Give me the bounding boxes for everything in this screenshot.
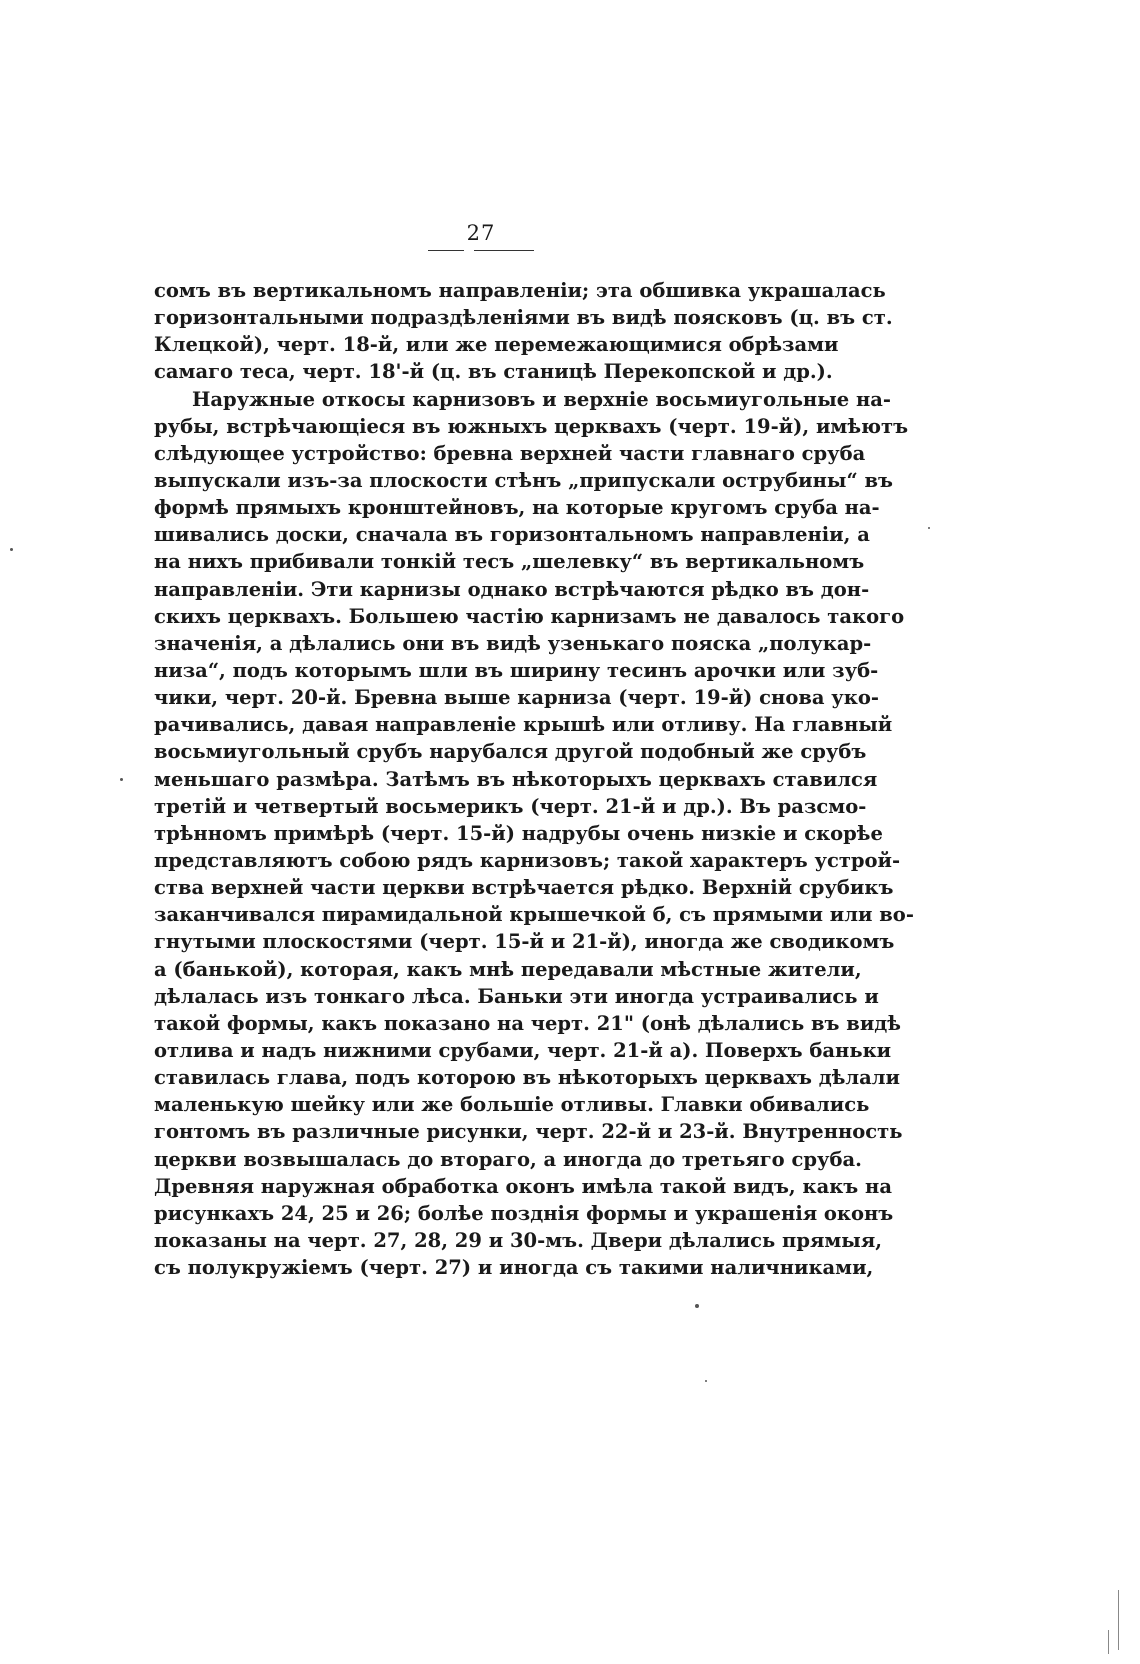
text-line: третій и четвертый восьмерикъ (черт. 21-й и др.). Въ разсмо-: [154, 794, 867, 818]
text-line: меньшаго размѣра. Затѣмъ въ нѣкоторыхъ церквахъ ставился: [154, 767, 878, 791]
text-line: рубы, встрѣчающіеся въ южныхъ церквахъ (черт. 19-й), имѣютъ: [154, 414, 909, 438]
text-line: выпускали изъ-за плоскости стѣнъ „припускали острубины“ въ: [154, 468, 893, 492]
text-line: самаго теса, черт. 18'-й (ц. въ станицѣ Перекопской и др.).: [154, 360, 833, 384]
text-line: значенія, а дѣлались они въ видѣ узенькаго пояска „полукар-: [154, 631, 872, 655]
text-line: церкви возвышалась до втораго, а иногда до третьяго сруба.: [154, 1147, 862, 1171]
page-number-rule-left: [428, 250, 464, 251]
text-line: горизонтальными подраздѣленіями въ видѣ поясковъ (ц. въ ст.: [154, 306, 893, 330]
text-line: Клецкой), черт. 18-й, или же перемежающимися обрѣзами: [154, 333, 839, 357]
text-line: низа“, подъ которымъ шли въ ширину тесинъ арочки или зуб-: [154, 658, 879, 682]
text-line: сомъ въ вертикальномъ направленіи; эта обшивка украшалась: [154, 279, 886, 302]
text-line: рисункахъ 24, 25 и 26; болѣе позднія формы и украшенія оконъ: [154, 1201, 894, 1225]
text-line: ставилась глава, подъ которою въ нѣкоторыхъ церквахъ дѣлали: [154, 1066, 901, 1090]
text-line: чики, черт. 20-й. Бревна выше карниза (черт. 19-й) снова уко-: [154, 686, 879, 710]
scan-speck: [705, 1380, 707, 1382]
text-line: дѣлалась изъ тонкаго лѣса. Баньки эти иногда устраивались и: [154, 984, 879, 1008]
scan-speck: [928, 527, 930, 529]
page-number: 27: [466, 221, 496, 245]
text-line: гонтомъ въ различные рисунки, черт. 22-й и 23-й. Внутренность: [154, 1120, 903, 1144]
text-line: направленіи. Эти карнизы однако встрѣчаются рѣдко въ дон-: [154, 577, 870, 601]
text-line: на нихъ прибивали тонкій тесъ „шелевку“ въ вертикальномъ: [154, 550, 865, 574]
text-line: такой формы, какъ показано на черт. 21" (онѣ дѣлались въ видѣ: [154, 1011, 902, 1035]
scan-speck: [695, 1304, 699, 1308]
scan-edge-mark: [1108, 1630, 1109, 1654]
body-text: [154, 277, 914, 1281]
scan-speck: [10, 548, 13, 551]
text-line: восьмиугольный срубъ нарубался другой подобный же срубъ: [154, 740, 867, 764]
page-number-rule-right: [474, 250, 534, 251]
text-line: скихъ церквахъ. Большею частію карнизамъ не давалось такого: [154, 604, 905, 628]
text-line: трѣнномъ примѣрѣ (черт. 15-й) надрубы очень низкіе и скорѣе: [154, 821, 883, 845]
text-line: показаны на черт. 27, 28, 29 и 30-мъ. Двери дѣлались прямыя,: [154, 1228, 883, 1252]
text-line: представляютъ собою рядъ карнизовъ; такой характеръ устрой-: [154, 848, 901, 872]
text-line: слѣдующее устройство: бревна верхней части главнаго сруба: [154, 441, 866, 465]
text-line: шивались доски, сначала въ горизонтальномъ направленіи, а: [154, 523, 870, 547]
text-line: гнутыми плоскостями (черт. 15-й и 21-й), иногда же сводикомъ: [154, 930, 895, 954]
text-line: съ полукружіемъ (черт. 27) и иногда съ такими наличниками,: [154, 1256, 874, 1280]
scan-speck: [120, 778, 123, 781]
text-line: рачивались, давая направленіе крышѣ или отливу. На главный: [154, 713, 893, 737]
scan-edge-mark: [1118, 1590, 1119, 1650]
text-line: отлива и надъ нижними срубами, черт. 21-й а). Поверхъ баньки: [154, 1038, 892, 1062]
text-line: маленькую шейку или же большіе отливы. Главки обивались: [154, 1093, 870, 1117]
text-line: ства верхней части церкви встрѣчается рѣдко. Верхній срубикъ: [154, 876, 894, 900]
text-line: Наружные откосы карнизовъ и верхніе восьмиугольные на-: [192, 387, 891, 411]
text-line: а (банькой), которая, какъ мнѣ передавали мѣстные жители,: [154, 957, 862, 981]
text-line: Древняя наружная обработка оконъ имѣла такой видъ, какъ на: [154, 1174, 892, 1198]
text-line: заканчивался пирамидальной крышечкой б, съ прямыми или во-: [154, 903, 914, 927]
text-line: формѣ прямыхъ кронштейновъ, на которые кругомъ сруба на-: [154, 496, 880, 520]
